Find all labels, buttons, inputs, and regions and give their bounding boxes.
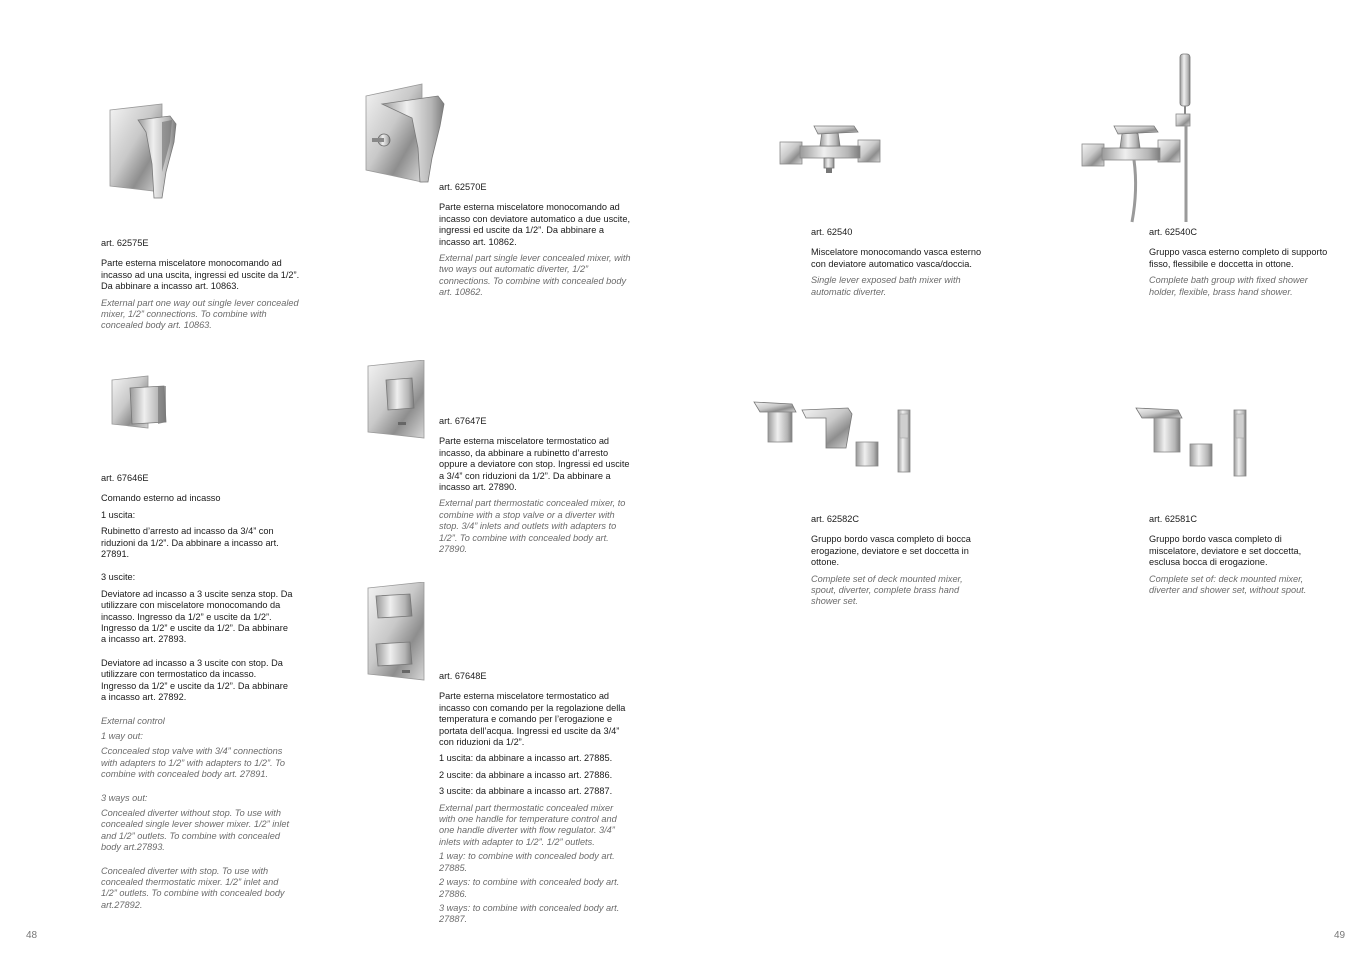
description-en: Single lever exposed bath mixer with automatic diverter. [811,275,961,297]
product-62540 [811,227,983,298]
product-image-62540c [1078,50,1208,225]
outlet-1: 1 uscita: da abbinare a incasso art. 27885. [439,753,613,764]
art-number: art. 67647E [439,416,487,426]
way-2: 2 ways: to combine with concealed body art. 27886. [439,877,620,899]
title-it: Comando esterno ad incasso [101,493,221,504]
art-number: art. 67646E [101,473,149,483]
three-ways-text-a: Concealed diverter without stop. To use with concealed single lever shower mixer. 1/2” inlet and 1/2” outlets. To combine with concealed body art.27893. [101,807,290,853]
product-67647e [439,416,631,555]
outlet-3: 3 uscite: da abbinare a incasso art. 27887. [439,786,613,797]
product-62582c [811,514,989,608]
description-it: Parte esterna miscelatore monocomando ad incasso con deviatore automatico a due uscite, ingressi ed uscite da 1/2”. Da abbinare a incasso art. 10862. [439,202,631,247]
product-67648e [439,671,631,926]
description-en: Complete set of: deck mounted mixer, diverter and shower set, without spout. [1149,573,1307,596]
outlets-1-text: Rubinetto d’arresto ad incasso da 3/4” con riduzioni da 1/2”. Da abbinare a incasso art. 27891. [101,526,279,560]
product-67646e [101,473,293,911]
product-image-62581c [1134,404,1264,480]
art-number: art. 62570E [439,182,487,192]
art-number: art. 62575E [101,238,149,248]
outlets-3-label: 3 uscite: [101,572,136,583]
three-ways-text-b: Concealed diverter with stop. To use with concealed thermostatic mixer. 1/2” inlet and 1/2” outlets. To combine with concealed body art.27892. [101,865,285,910]
product-62581c [1149,514,1321,596]
outlets-3-text-a: Deviatore ad incasso a 3 uscite senza stop. Da utilizzare con miscelatore monocomando da incasso. Ingresso da 1/2” e uscite da 1/2”. Ingresso da 1/2” e uscite da 1/2”. Da abbinare a incasso art. 27893. [101,588,293,645]
product-image-62582c [752,398,922,480]
description-en: Complete set of deck mounted mixer, spout, diverter, complete brass hand shower set. [811,573,963,607]
description-it: Gruppo bordo vasca completo di miscelatore, deviatore e set doccetta, esclusa bocca di erogazione. [1149,534,1302,568]
description-en: External part single lever concealed mixer, with two ways out automatic diverter, 1/2” connections. To combine with concealed body art. 10862. [439,253,631,298]
art-number: art. 62582C [811,514,860,524]
product-image-62575e [104,102,184,202]
description-it: Parte esterna miscelatore termostatico ad incasso, da abbinare a rubinetto d’arresto oppure a deviatore con stop. Ingressi ed uscite a 3/4” con riduzioni da 1/2”. Da abbinare a incasso art. 27890. [439,436,630,493]
description-en: External part thermostatic concealed mixer, to combine with a stop valve or a diverter with stop. 3/4” inlets and outlets with adapters to 1/2”. To combine with concealed body art. 27890. [439,498,626,555]
description-it: Miscelatore monocomando vasca esterno con deviatore automatico vasca/doccia. [811,247,982,269]
product-62575e [101,238,301,332]
description-it: Gruppo vasca esterno completo di supporto fisso, flessibile e doccetta in ottone. [1149,247,1328,269]
external-control-label: External control [101,715,165,726]
description-it: Gruppo bordo vasca completo di bocca erogazione, deviatore e set doccetta in ottone. [811,534,971,568]
outlets-1-label: 1 uscita: [101,509,136,520]
product-62540c [1149,227,1333,298]
art-number: art. 62540C [1149,227,1198,237]
page-number-right: 49 [1334,930,1346,941]
outlet-2: 2 uscite: da abbinare a incasso art. 27886. [439,769,613,780]
way-1: 1 way: to combine with concealed body art. 27885. [439,851,615,873]
three-ways-label: 3 ways out: [101,792,148,803]
art-number: art. 62540 [811,227,853,237]
product-image-67646e [108,374,170,432]
one-way-label: 1 way out: [101,730,143,741]
product-image-62540 [776,120,886,178]
way-3: 3 ways: to combine with concealed body art. 27887. [439,902,620,925]
description-en: Complete bath group with fixed shower holder, flexible, brass hand shower. [1149,275,1308,297]
outlets-3-text-b: Deviatore ad incasso a 3 uscite con stop. Da utilizzare con termostatico da incasso. Ingresso da 1/2” e uscite da 1/2”. Da abbinare a incasso art. 27892. [101,657,288,703]
description-en: External part one way out single lever concealed mixer, 1/2” connections. To combine with concealed body art. 10863. [101,297,299,331]
page-number-left: 48 [26,930,38,941]
one-way-text: Cconcealed stop valve with 3/4” connections with adapters to 1/2” with adapters to 1/2”. To combine with concealed body art. 27891. [101,746,286,780]
description-it: Parte esterna miscelatore monocomando ad incasso ad una uscita, ingressi ed uscite da 1/2”. Da abbinare a incasso art. 10863. [101,258,300,292]
description-it: Parte esterna miscelatore termostatico ad incasso con comando per la regolazione della temperatura e comando per l’erogazione e portata dell’acqua. Ingressi ed uscite da 3/4” con riduzioni da 1/2”. [439,691,626,748]
art-number: art. 62581C [1149,514,1198,524]
product-image-67647e [364,360,428,440]
art-number: art. 67648E [439,671,487,681]
product-image-67648e [364,582,428,682]
product-62570e [439,182,631,299]
product-image-62570e [362,82,452,187]
description-en: External part thermostatic concealed mixer with one handle for temperature control and one handle diverter with flow regulator. 3/4” inlets with adapter to 1/2”. 1/2” outlets. [439,802,617,847]
